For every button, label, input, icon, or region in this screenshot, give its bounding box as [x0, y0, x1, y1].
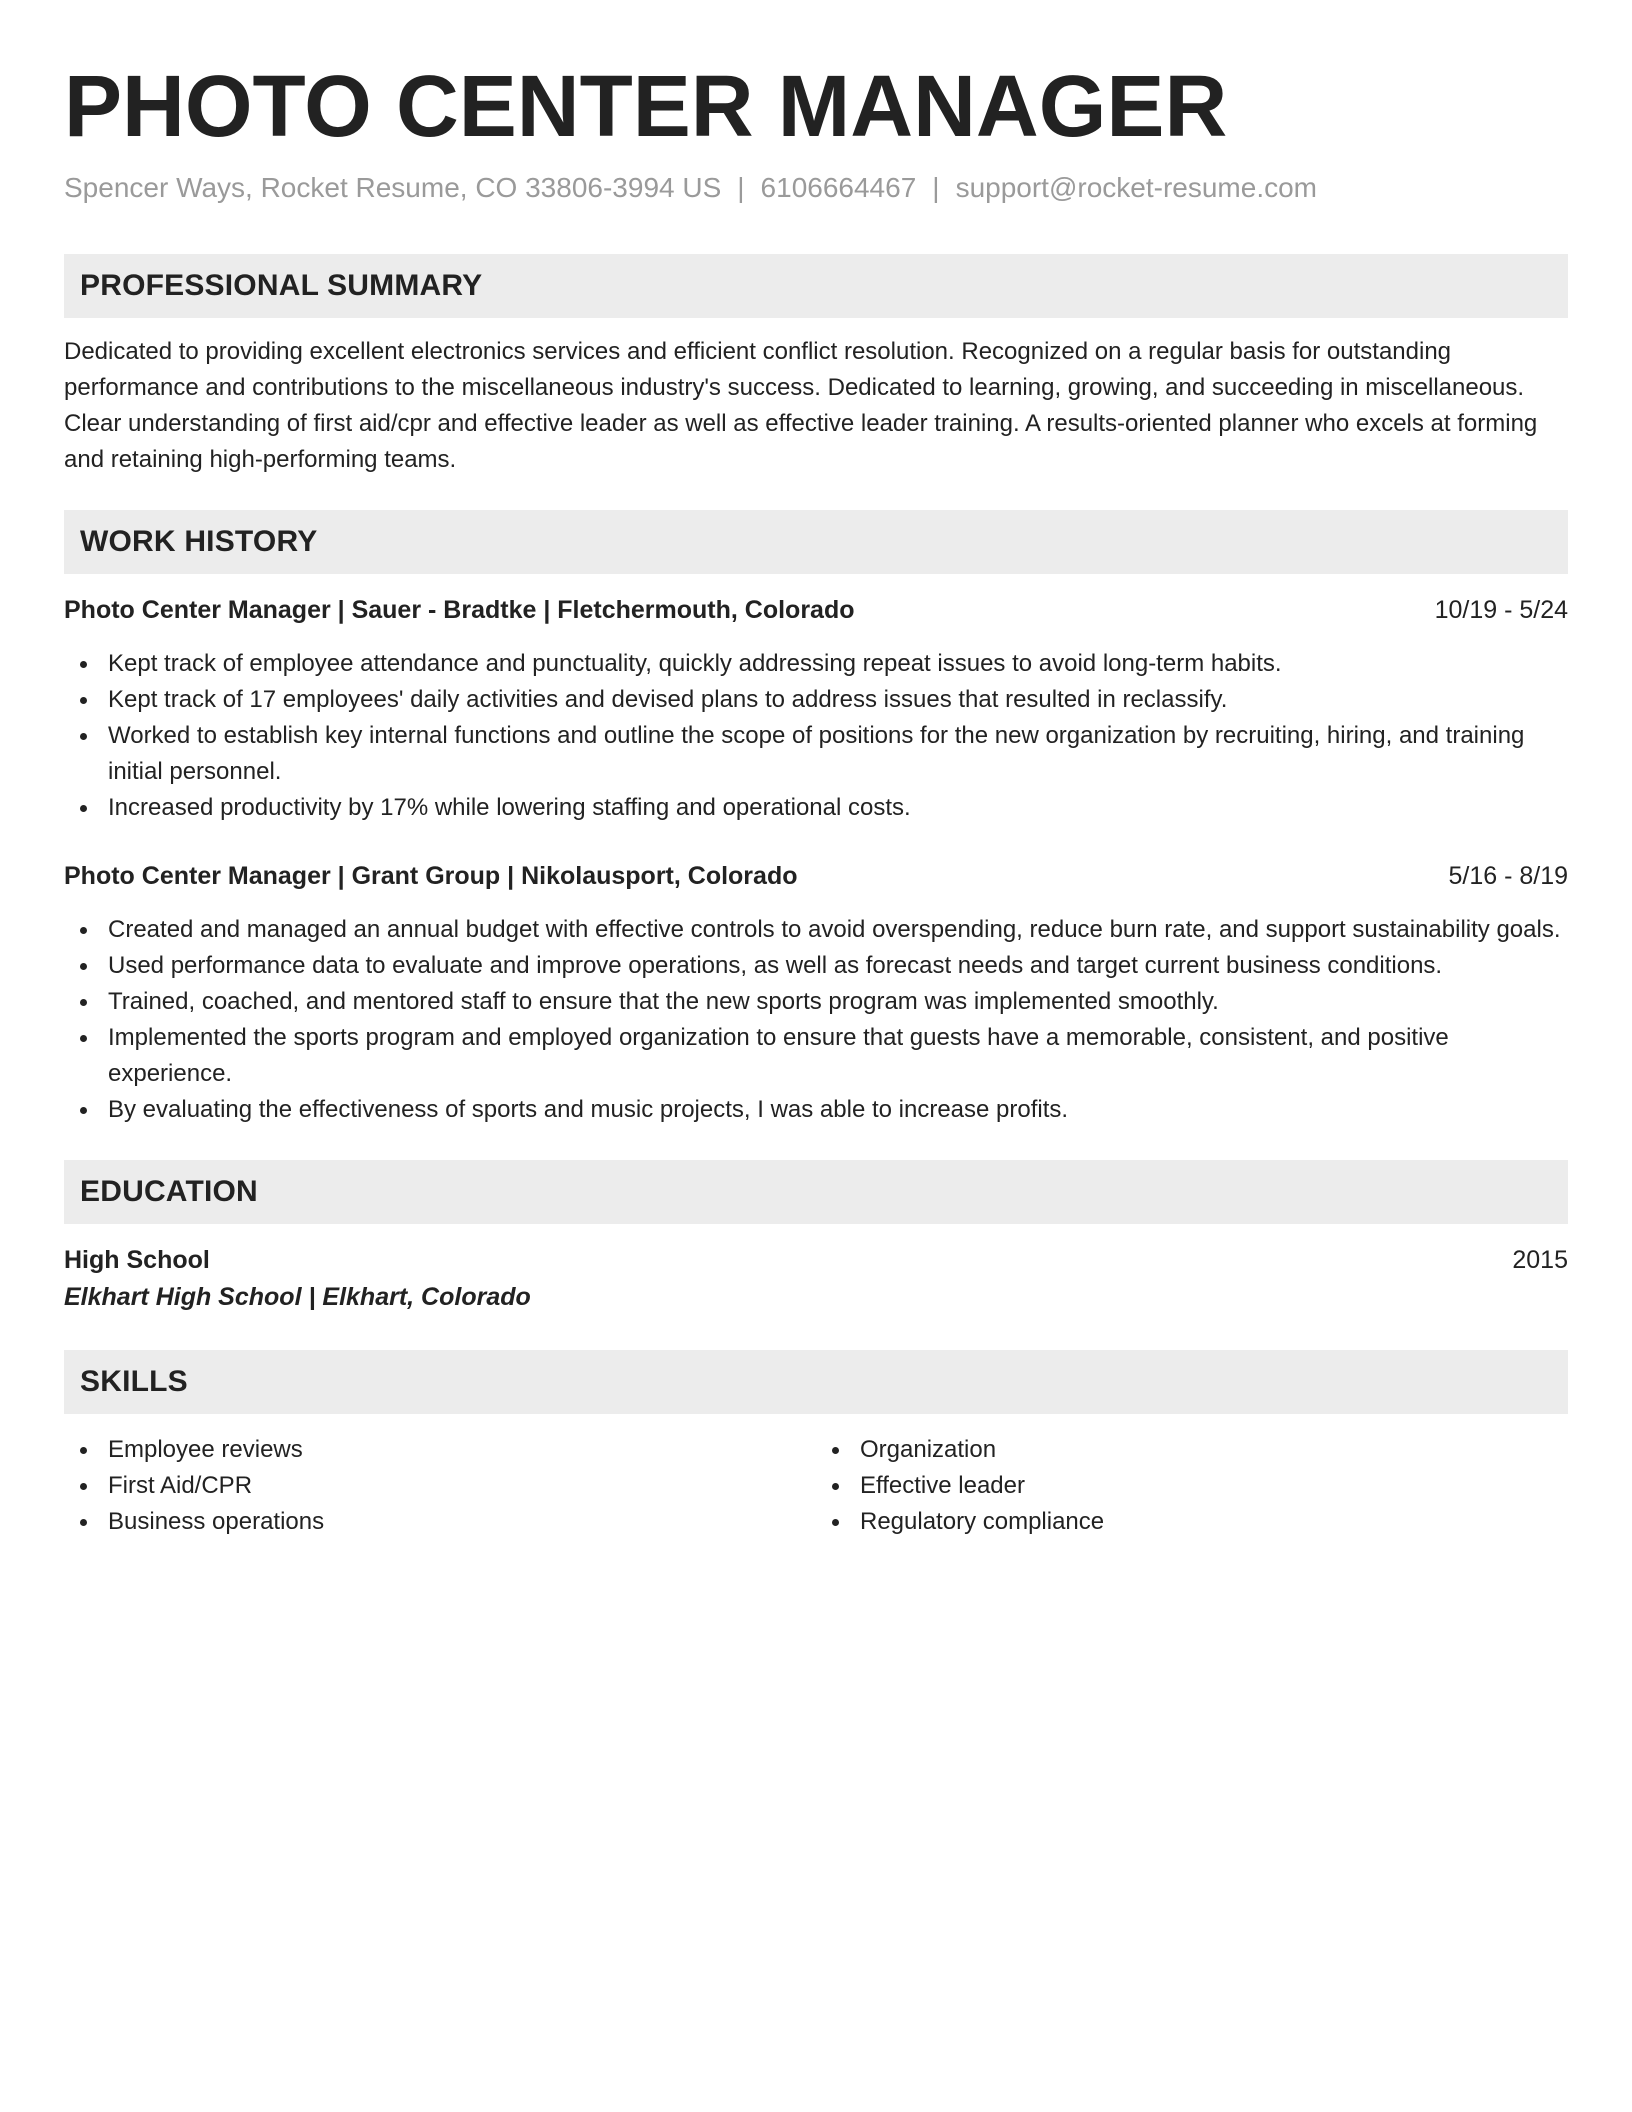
bullet-dot: [80, 1107, 87, 1114]
bullet-dot: [80, 1483, 87, 1490]
contact-address: Spencer Ways, Rocket Resume, CO 33806-3994 US: [64, 172, 722, 203]
skills-list: [816, 1432, 1568, 1540]
education-degree: High School: [64, 1246, 210, 1274]
bullet-dot: [80, 1035, 87, 1042]
bullet-dot: [80, 1519, 87, 1526]
job-header: [64, 858, 1568, 894]
contact-line: [64, 170, 1568, 206]
skill-text: Business operations: [108, 1508, 325, 1535]
contact-separator: |: [932, 172, 940, 203]
list-item: [64, 790, 1568, 826]
bullet-dot: [80, 963, 87, 970]
skills-list: [64, 1432, 816, 1540]
list-item: [64, 718, 1568, 790]
skill-text: Regulatory compliance: [860, 1508, 1105, 1535]
list-item: [64, 646, 1568, 682]
job-bullet-list: [64, 646, 1568, 826]
list-item: [816, 1468, 1568, 1504]
list-item: [64, 1468, 816, 1504]
skill-text: Effective leader: [860, 1472, 1025, 1499]
skill-text: First Aid/CPR: [108, 1472, 253, 1499]
bullet-dot: [80, 927, 87, 934]
bullet-dot: [80, 733, 87, 740]
list-item: [64, 1432, 816, 1468]
job-bullet-list: [64, 912, 1568, 1128]
list-item: [64, 1504, 816, 1540]
bullet-dot: [80, 697, 87, 704]
list-item: [816, 1432, 1568, 1468]
list-item-text: Kept track of employee attendance and punctuality, quickly addressing repeat issues to avoid long-term habits.: [108, 650, 1282, 677]
list-item-text: Used performance data to evaluate and improve operations, as well as forecast needs and target current business conditions.: [108, 952, 1443, 979]
bullet-dot: [80, 999, 87, 1006]
skills-column-left: [64, 1432, 816, 1540]
bullet-dot: [80, 661, 87, 668]
education-school: Elkhart High School | Elkhart, Colorado: [64, 1283, 531, 1311]
bullet-dot: [832, 1519, 839, 1526]
section-heading-summary: PROFESSIONAL SUMMARY: [64, 254, 1568, 318]
list-item: [64, 1092, 1568, 1128]
list-item-text: Increased productivity by 17% while lowering staffing and operational costs.: [108, 794, 911, 821]
bullet-dot: [80, 805, 87, 812]
list-item: [64, 984, 1568, 1020]
contact-separator: |: [737, 172, 745, 203]
bullet-dot: [80, 1447, 87, 1454]
skills-column-right: [816, 1432, 1568, 1540]
summary-text: Dedicated to providing excellent electronics services and efficient conflict resolution. Recognized on a regular basis for outstanding performance and contributions to the miscellaneous industry's success. Dedicated to learning, growing, and succeeding in miscellaneous. Clear understanding of first aid/cpr and effective leader as well as effective leader training. A results-oriented planner who excels at forming and retaining high-performing teams.: [64, 338, 1538, 473]
section-heading-skills: SKILLS: [64, 1350, 1568, 1414]
skill-text: Employee reviews: [108, 1436, 303, 1463]
job-entry: [64, 858, 1568, 1128]
contact-phone: 6106664467: [760, 172, 917, 203]
list-item: [64, 948, 1568, 984]
list-item: [64, 682, 1568, 718]
education-header: [64, 1242, 1568, 1278]
skills-grid: [64, 1432, 1568, 1540]
bullet-dot: [832, 1447, 839, 1454]
section-heading-work-history: WORK HISTORY: [64, 510, 1568, 574]
education-year: 2015: [1512, 1246, 1568, 1274]
list-item-text: Implemented the sports program and employed organization to ensure that guests have a memorable, consistent, and positive experience.: [108, 1024, 1449, 1087]
job-dates: 10/19 - 5/24: [1434, 596, 1568, 624]
list-item-text: Kept track of 17 employees' daily activities and devised plans to address issues that resulted in reclassify.: [108, 686, 1228, 713]
job-title: Photo Center Manager | Sauer - Bradtke | Fletchermouth, Colorado: [64, 596, 855, 624]
list-item-text: By evaluating the effectiveness of sports and music projects, I was able to increase profits.: [108, 1096, 1069, 1123]
list-item-text: Trained, coached, and mentored staff to ensure that the new sports program was implemented smoothly.: [108, 988, 1219, 1015]
resume-title: PHOTO CENTER MANAGER: [64, 58, 1228, 155]
job-header: [64, 592, 1568, 628]
list-item-text: Created and managed an annual budget with effective controls to avoid overspending, reduce burn rate, and support sustainability goals.: [108, 916, 1561, 943]
education-entry: [64, 1242, 1568, 1316]
section-heading-education: EDUCATION: [64, 1160, 1568, 1224]
list-item: [816, 1504, 1568, 1540]
list-item: [64, 912, 1568, 948]
list-item: [64, 1020, 1568, 1092]
job-title: Photo Center Manager | Grant Group | Nikolausport, Colorado: [64, 862, 798, 890]
job-entry: [64, 592, 1568, 826]
bullet-dot: [832, 1483, 839, 1490]
job-dates: 5/16 - 8/19: [1448, 862, 1568, 890]
list-item-text: Worked to establish key internal functions and outline the scope of positions for the new organization by recruiting, hiring, and training initial personnel.: [108, 722, 1525, 785]
skill-text: Organization: [860, 1436, 997, 1463]
contact-email: support@rocket-resume.com: [955, 172, 1317, 203]
